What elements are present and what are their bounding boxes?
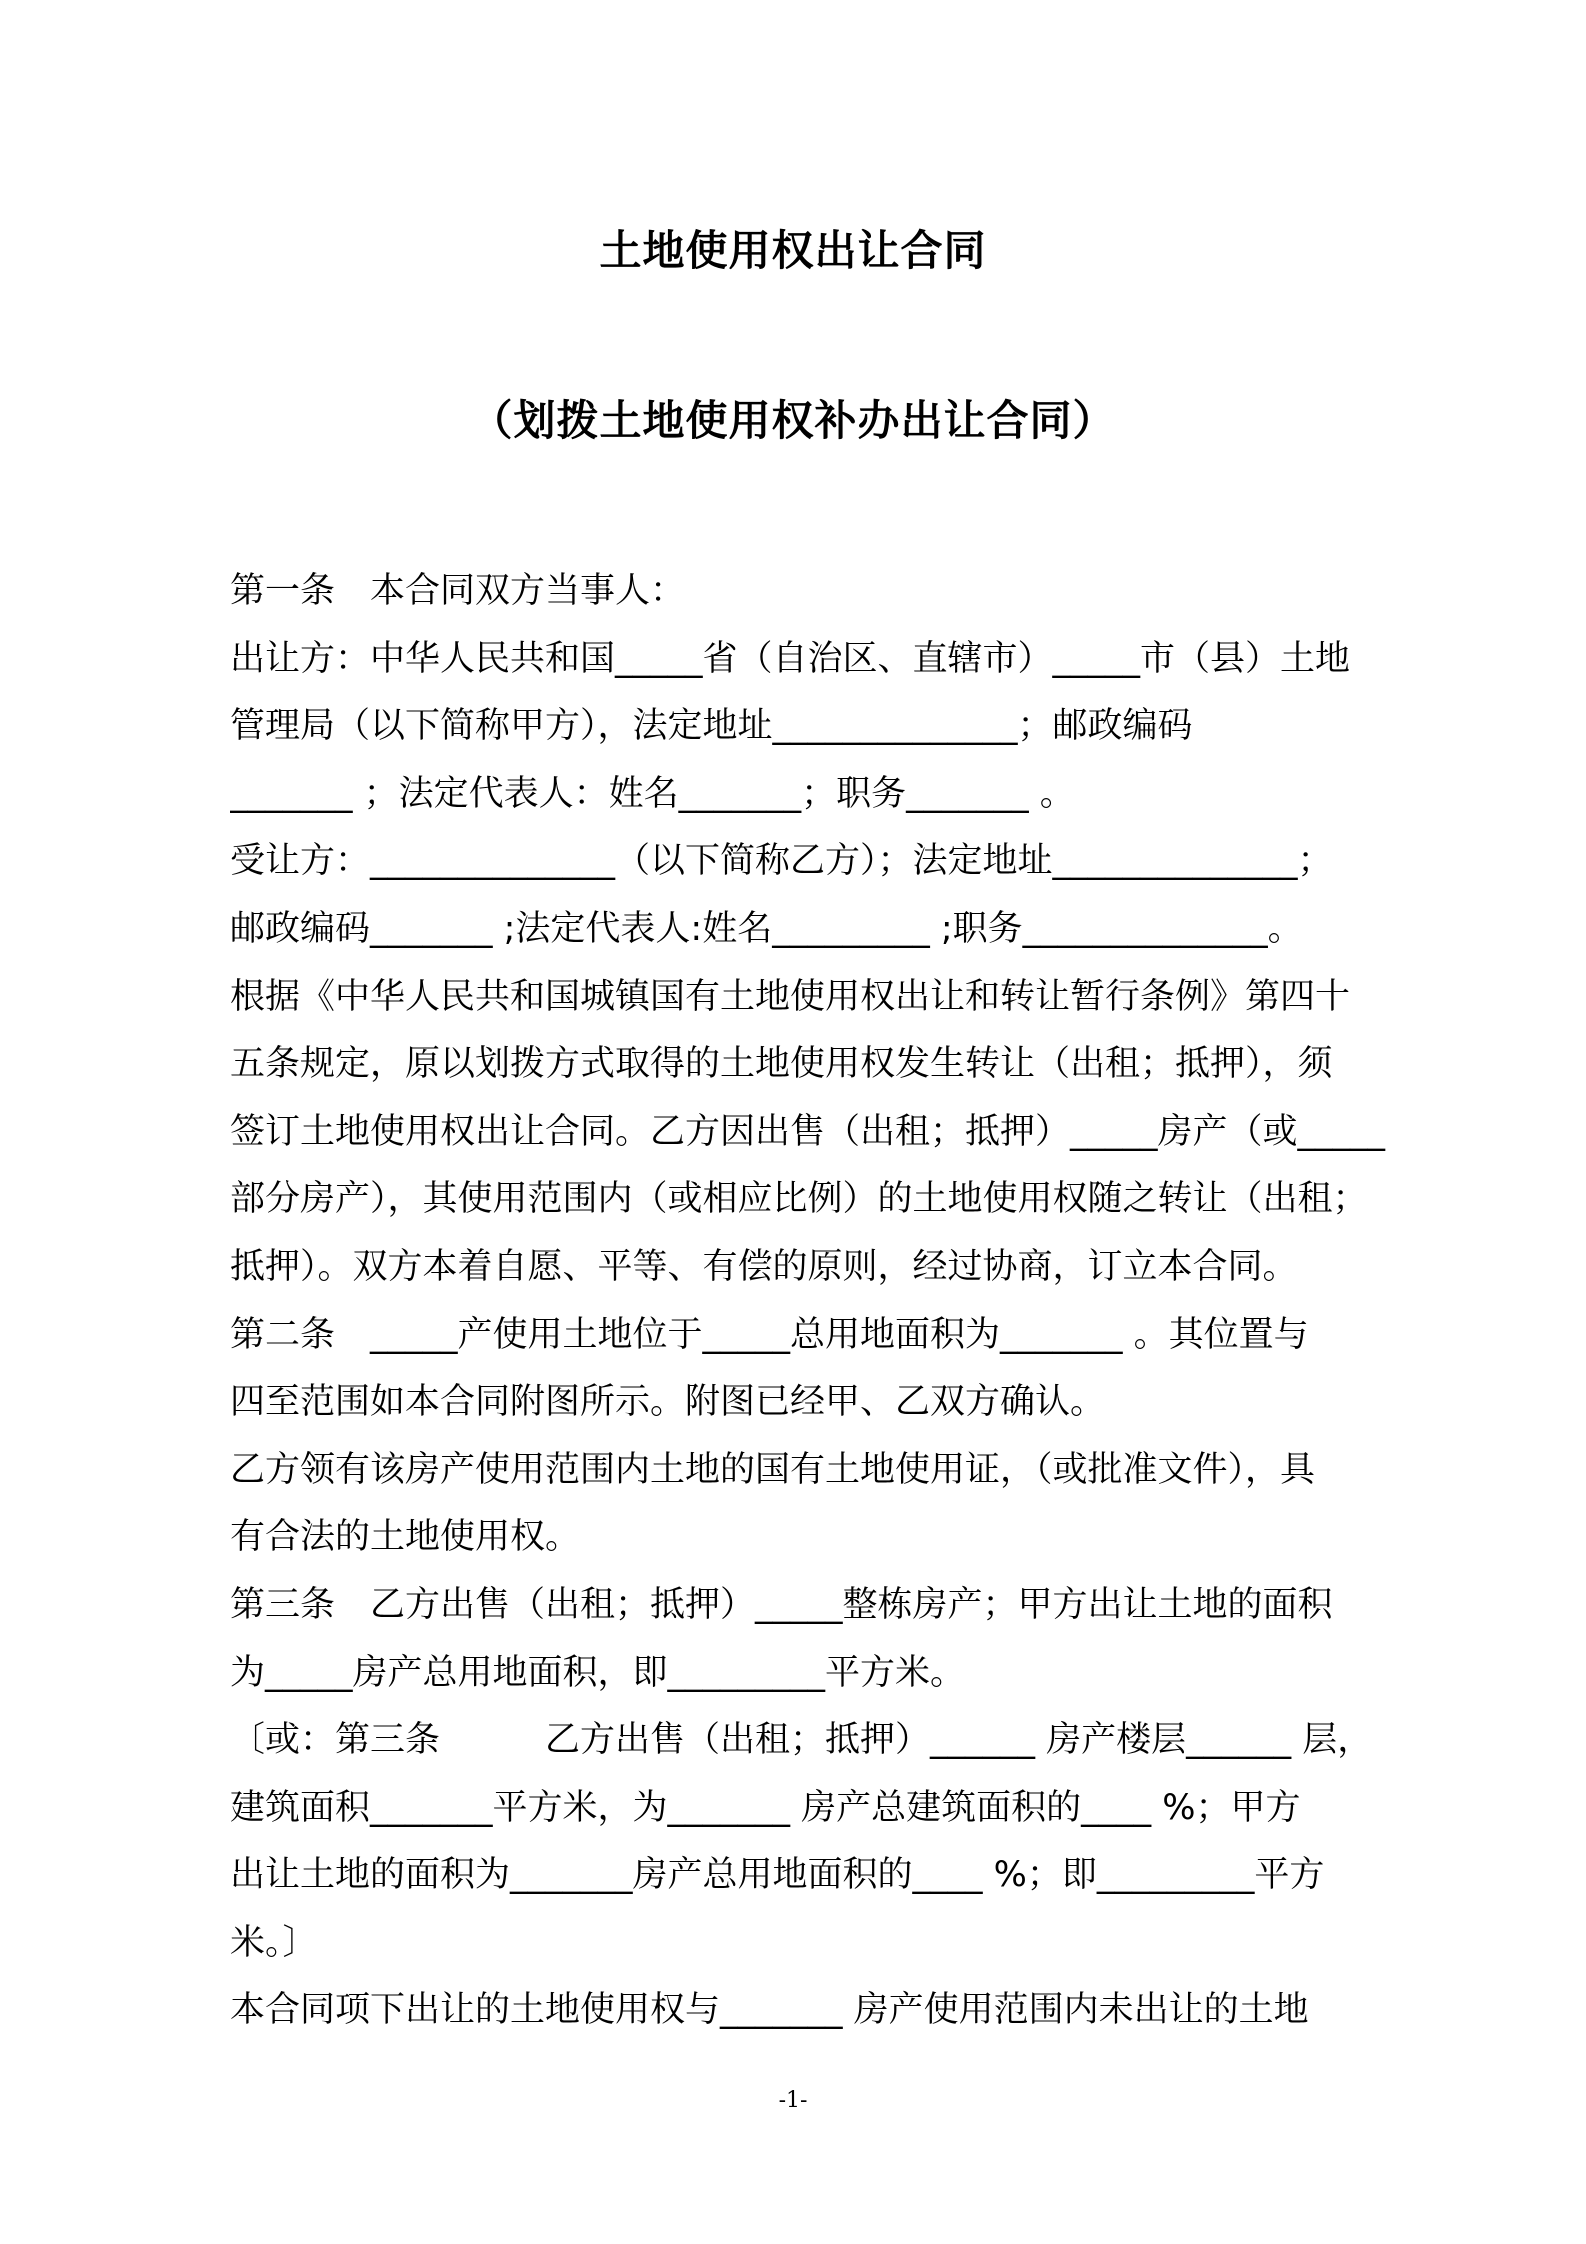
text-line: _______ ；法定代表人：姓名_______；职务_______ 。 (230, 773, 1075, 814)
text-line: 〔或：第三条 乙方出售（出租；抵押）______ 房产楼层______ 层， (230, 1720, 1373, 1761)
text-line: 为_____房产总用地面积，即_________平方米。 (230, 1652, 966, 1693)
text-line: 出让方：中华人民共和国_____省（自治区、直辖市）_____市（县）土地 (230, 638, 1351, 679)
text-line: 部分房产），其使用范围内（或相应比例）的土地使用权随之转让（出租； (230, 1179, 1368, 1220)
text-line: 乙方领有该房产使用范围内土地的国有土地使用证，（或批准文件），具 (230, 1449, 1316, 1490)
text-line: 邮政编码_______ ;法定代表人:姓名_________ ;职务______________。 (230, 908, 1303, 949)
text-line: 建筑面积_______平方米，为_______ 房产总建筑面积的____ %；甲方 (230, 1787, 1301, 1828)
text-line: 有合法的土地使用权。 (230, 1517, 581, 1558)
text-line: 管理局（以下简称甲方），法定地址______________；邮政编码 (230, 706, 1193, 747)
document-subtitle: （划拨土地使用权补办出让合同） (470, 396, 1116, 445)
page-number: -1- (778, 2088, 808, 2113)
text-line: 米。〕 (230, 1922, 318, 1963)
text-line: 第二条 _____产使用土地位于_____总用地面积为_______ 。其位置与 (230, 1314, 1309, 1355)
document-title: 土地使用权出让合同 (599, 226, 987, 275)
text-line: 四至范围如本合同附图所示。附图已经甲、乙双方确认。 (230, 1382, 1106, 1423)
text-line: 签订土地使用权出让合同。乙方因出售（出租；抵押）_____房产（或_____ (230, 1111, 1386, 1152)
text-line: 受让方：______________（以下简称乙方）；法定地址______________； (230, 841, 1333, 882)
text-line: 根据《中华人民共和国城镇国有土地使用权出让和转让暂行条例》第四十 (230, 976, 1351, 1017)
text-line: 抵押）。双方本着自愿、平等、有偿的原则，经过协商，订立本合同。 (230, 1246, 1298, 1287)
text-line: 本合同项下出让的土地使用权与_______ 房产使用范围内未出让的土地 (230, 1990, 1309, 2031)
text-line: 五条规定，原以划拨方式取得的土地使用权发生转让（出租；抵押），须 (230, 1044, 1333, 1085)
text-line: 第一条 本合同双方当事人： (230, 571, 686, 611)
document-body (230, 558, 1440, 2045)
text-line: 出让土地的面积为_______房产总用地面积的____ %；即_________平方 (230, 1855, 1325, 1896)
text-line: 第三条 乙方出售（出租；抵押）_____整栋房产；甲方出让土地的面积 (230, 1584, 1333, 1625)
